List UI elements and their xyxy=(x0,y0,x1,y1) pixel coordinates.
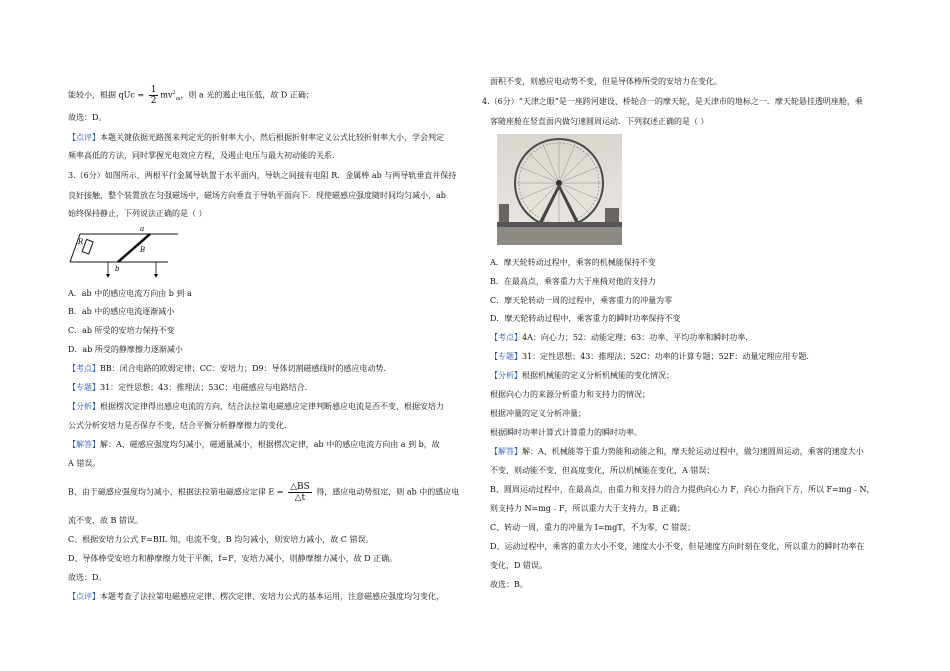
option-d: D．ab 所受的静摩擦力逐渐减小 xyxy=(68,345,183,354)
ferris-wheel-photo xyxy=(497,134,622,245)
knowledge-point: 【考点】4A：向心力；52：动能定理；63：功率、平均功率和瞬时功率. xyxy=(490,333,748,342)
solution-3: B、圆周运动过程中，在最高点，由重力和支持力的合力提供向心力 F，向心力指向下方，所以 F=mg﹣N， xyxy=(490,485,875,494)
option-d: D．摩天轮转动过程中，乘客重力的瞬时功率保持不变 xyxy=(490,314,681,323)
question-3-stem-2: 良好接触，整个装置放在匀强磁场中，磁场方向垂直于导轨平面向下．现使磁感应强度随时间均匀减小，ab xyxy=(68,191,446,200)
solution-5: C、根据安培力公式 F=BIL 知，电流不变，B 均匀减小，则安培力减小，故 C 错误。 xyxy=(68,535,374,544)
option-a: A．摩天轮转动过程中，乘客的机械能保持不变 xyxy=(490,258,656,267)
river xyxy=(497,227,622,245)
answer-choice: 故选：B。 xyxy=(490,580,528,589)
continued-line: 面积不变，则感应电动势不变，但是导体棒所受的安培力在变化。 xyxy=(490,77,722,86)
building-left xyxy=(499,204,509,222)
analysis-2: 公式分析安培力是否保存不变，结合平衡分析静摩擦力的变化. xyxy=(68,421,287,430)
field-arrowhead-1 xyxy=(106,274,110,278)
question-4-stem: 4.（6分）“天津之眼”是一座跨河建设、桥轮合一的摩天轮，是天津市的地标之一．摩天轮悬挂透明座舱，乘 xyxy=(482,97,863,106)
solution-3: B、由于磁感应强度均匀减小，根据法拉第电磁感应定律 E = $\frac{\triangle BS}{\triangle t}$ 得，感应电动势恒定，则 ab 中的感应电 xyxy=(68,482,460,503)
analysis: 【分析】根据机械能的定义分析机械能的变化情况； xyxy=(490,371,674,380)
bridge-deck xyxy=(497,222,622,227)
analysis-2: 根据向心力的来源分析重力和支持力的情况； xyxy=(490,390,650,399)
solution-7: 变化，D 错误。 xyxy=(490,561,547,570)
analysis-4: 根据瞬时功率计算式计算重力的瞬时功率。 xyxy=(490,428,642,437)
topic: 【专题】31：定性思想；43：推理法；52C：功率的计算专题；52F：动量定理应用专题. xyxy=(490,352,809,361)
rod-ab xyxy=(118,234,150,262)
solution-6: D、运动过程中，乘客的重力大小不变，速度大小不变，但是速度方向时刻在变化，所以重力的瞬时功率在 xyxy=(490,542,865,551)
label-b: b xyxy=(115,265,120,273)
option-b: B．ab 中的感应电流逐渐减小 xyxy=(68,307,175,316)
option-c: C．摩天轮转动一周的过程中，乘客重力的冲量为零 xyxy=(490,296,673,305)
option-b: B．在最高点，乘客重力大于座椅对他的支持力 xyxy=(490,277,656,286)
question-4-stem-2: 客随座舱在竖直面内做匀速圆周运动．下列叙述正确的是（ ） xyxy=(490,117,709,126)
solution-7: 故选：D。 xyxy=(68,573,107,582)
solution-6: D、导体棒受安培力和静摩擦力处于平衡，f=F，安培力减小，则静摩擦力减小，故 D 正确。 xyxy=(68,554,398,563)
solution-5: C、转动一周，重力的冲量为 I=mgT，不为零，C 错误； xyxy=(490,523,696,532)
label-a: a xyxy=(140,225,145,233)
analysis-3: 根据冲量的定义分析冲量； xyxy=(490,409,586,418)
solution: 【解答】解：A、磁感应强度均匀减小，磁通量减小，根据楞次定律，ab 中的感应电流方向由 a 到 b，故 xyxy=(68,440,440,449)
option-a: A．ab 中的感应电流方向由 b 到 a xyxy=(68,289,192,298)
solution-line-photoelectric: 能较小，根据 qUc = $\frac{1}{2}$ $mv^2_m$，则 a 光的遏止电压低，故 D 正确； xyxy=(68,85,314,106)
option-c: C．ab 所受的安培力保持不变 xyxy=(68,326,175,335)
label-b-field: B xyxy=(140,246,146,254)
field-arrowhead-2 xyxy=(154,274,158,278)
solution-2: 不变，则动能不变，但高度变化，所以机械能在变化，A 错误； xyxy=(490,466,715,475)
solution: 【解答】解：A、机械能等于重力势能和动能之和，摩天轮运动过程中，做匀速圆周运动，乘客的速度大小 xyxy=(490,447,864,456)
label-r: R xyxy=(78,238,84,246)
solution-2: A 错误。 xyxy=(68,459,101,468)
building-right xyxy=(605,208,619,222)
analysis: 【分析】根据楞次定律得出感应电流的方向，结合法拉第电磁感应定律判断感应电流是否不变，根据安培力 xyxy=(68,402,444,411)
question-3-stem-3: 始终保持静止，下列说法正确的是（ ） xyxy=(68,209,207,218)
topic: 【专题】31：定性思想；43：推理法；53C：电磁感应与电路结合. xyxy=(68,383,308,392)
circuit-figure xyxy=(68,222,186,280)
solution-4: 流不变，故 B 错误。 xyxy=(68,516,143,525)
question-3-stem: 3.（6分）如图所示，两根平行金属导轨置于水平面内，导轨之间接有电阻 R．金属棒 ab 与两导轨垂直并保持 xyxy=(68,171,457,180)
review-line: 【点评】本题关键依据光路图来判定光的折射率大小，然后根据折射率定义公式比较折射率大小，学会判定 xyxy=(68,133,444,142)
fraction-delta: $\frac{\triangle BS}{\triangle t}$ xyxy=(290,482,310,503)
knowledge-point: 【考点】BB：闭合电路的欧姆定律；CC：安培力；D9：导体切割磁感线时的感应电动势. xyxy=(68,364,387,373)
review-3: 【点评】本题考查了法拉第电磁感应定律、楞次定律、安培力公式的基本运用，注意磁感应强度均匀变化， xyxy=(68,592,444,601)
review-line-2: 频率高低的方法，同时掌握光电效应方程，及遏止电压与最大初动能的关系. xyxy=(68,151,335,160)
solution-4: 则支持力 N=mg﹣F，所以重力大于支持力，B 正确； xyxy=(490,504,685,513)
resistor-r xyxy=(82,239,93,254)
fraction-one-half: $\frac{1}{2}$ xyxy=(150,85,157,106)
answer-choice: 故选：D。 xyxy=(68,113,107,122)
